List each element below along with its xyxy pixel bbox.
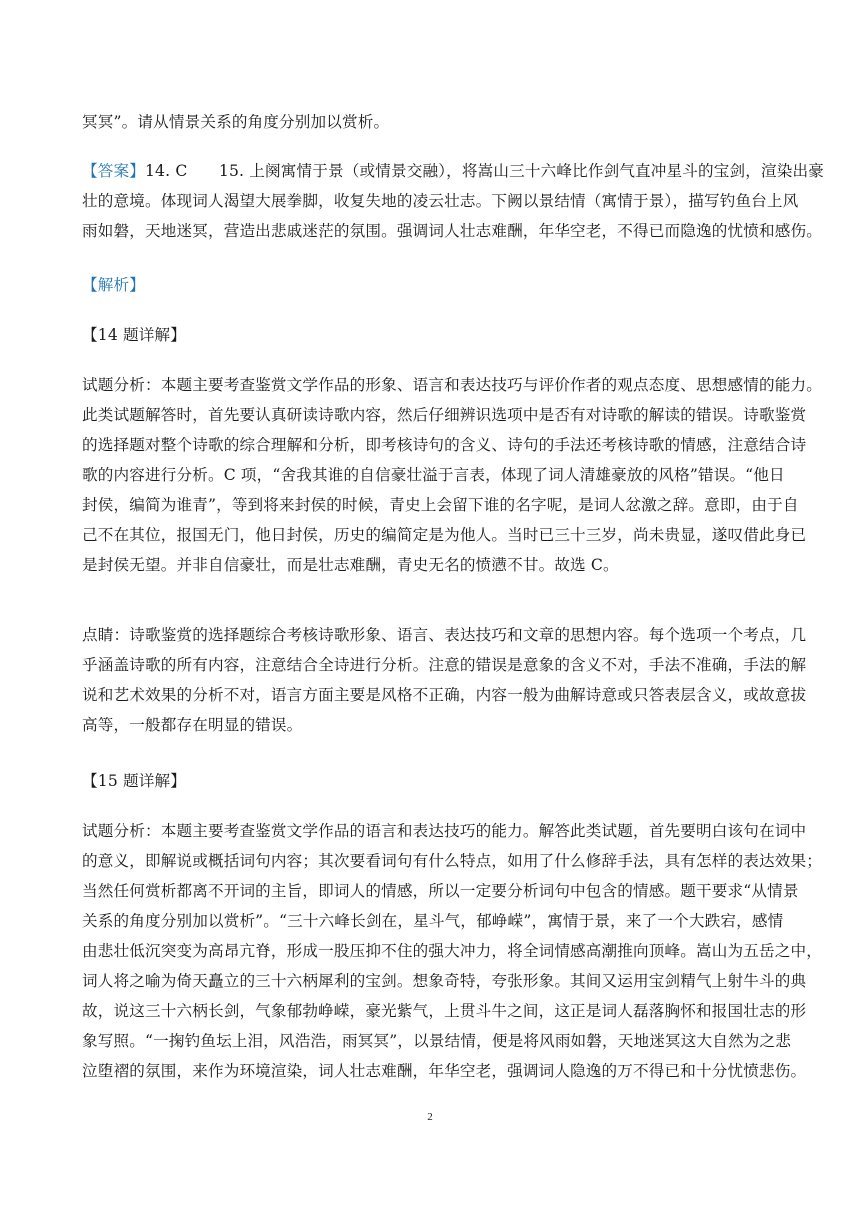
answer-line-1 — [82, 156, 824, 186]
q14-analysis-line: 封侯，编简为谁青”，等到将来封侯的时候，青史上会留下谁的名字呢，是词人忿激之辞。意即，由于自 — [82, 496, 799, 514]
q15-analysis-line: 词人将之喻为倚天矗立的三十六柄犀利的宝剑。想象奇特，夸张形象。其间又运用宝剑精气上射牛斗的典 — [82, 972, 807, 990]
q15-analysis-line: 由悲壮低沉突变为高昂亢脊，形成一股压抑不住的强大冲力，将全词情感高潮推向顶峰。嵩山为五岳之中， — [82, 942, 822, 960]
q15-analysis-line: 关系的角度分别加以赏析”。“三十六峰长剑在，星斗气，郁峥嵘”，寓情于景，来了一个大跌宕，感情 — [82, 912, 784, 930]
q14-tips-line: 高等，一般都存在明显的错误。 — [82, 716, 303, 734]
q14-analysis-line: 歌的内容进行分析。C 项，“舍我其谁的自信豪壮溢于言表，体现了词人清雄豪放的风格”错误。“他日 — [82, 466, 785, 484]
intro-line: 冥冥”。请从情景关系的角度分别加以赏析。 — [82, 113, 390, 131]
q15-heading: 【15 题详解】 — [82, 772, 186, 790]
q14-analysis-line: 此类试题解答时，首先要认真研读诗歌内容，然后仔细辨识选项中是否有对诗歌的解读的错误。诗歌鉴赏 — [82, 406, 807, 424]
q14-analysis-line: 己不在其位，报国无门，他日封侯，历史的编简定是为他人。当时已三十三岁，尚未贵显，遂叹借此身已 — [82, 526, 807, 544]
q15-analysis-line: 当然任何赏析都离不开词的主旨，即词人的情感，所以一定要分析词句中包含的情感。题干要求“从情景 — [82, 882, 799, 900]
page-number: 2 — [427, 1111, 433, 1123]
q14-tips — [82, 620, 807, 740]
q15-analysis — [82, 816, 822, 1086]
q14-analysis-line: 是封侯无望。并非自信豪壮，而是壮志难酬，青史无名的愤懑不甘。故选 C。 — [82, 556, 619, 574]
answer-section — [82, 156, 824, 246]
q14-heading: 【14 题详解】 — [82, 326, 186, 344]
q14-tips-line: 说和艺术效果的分析不对，语言方面主要是风格不正确，内容一般为曲解诗意或只答表层含义，或故意拔 — [82, 686, 807, 704]
q15-analysis-line: 象写照。“一掬钓鱼坛上泪，风浩浩，雨冥冥”，以景结情，便是将风雨如磐，天地迷冥这大自然为之悲 — [82, 1032, 791, 1050]
q15-analysis-line: 的意义，即解说或概括词句内容；其次要看词句有什么特点，如用了什么修辞手法，具有怎样的表达效果； — [82, 852, 822, 870]
answer-line-3: 雨如磐，天地迷冥，营造出悲戚迷茫的氛围。强调词人壮志难酬，年华空老，不得已而隐逸的忧愤和感伤。 — [82, 222, 822, 240]
q14-analysis — [82, 370, 822, 580]
answer-label: 【答案】 — [82, 162, 145, 180]
q15-analysis-line: 试题分析：本题主要考查鉴赏文学作品的语言和表达技巧的能力。解答此类试题，首先要明白该句在词中 — [82, 822, 807, 840]
q14-tips-line: 点睛：诗歌鉴赏的选择题综合考核诗歌形象、语言、表达技巧和文章的思想内容。每个选项一个考点，几 — [82, 626, 807, 644]
answer-line-1-text: 14. C 15. 上阕寓情于景（或情景交融），将嵩山三十六峰比作剑气直冲星斗的宝剑，渲染出豪 — [144, 162, 824, 180]
q14-analysis-line: 试题分析：本题主要考查鉴赏文学作品的形象、语言和表达技巧与评价作者的观点态度、思想感情的能力。 — [82, 376, 822, 394]
q15-analysis-line: 故，说这三十六柄长剑，气象郁勃峥嵘，豪光紫气，上贯斗牛之间，这正是词人磊落胸怀和报国壮志的形 — [82, 1002, 807, 1020]
q15-analysis-line: 泣堕褶的氛围，来作为环境渲染，词人壮志难酬，年华空老，强调词人隐逸的万不得已和十分忧愤悲伤。 — [82, 1062, 807, 1080]
answer-line-2: 壮的意境。体现词人渴望大展拳脚，收复失地的凌云壮志。下阙以景结情（寓情于景），描写钓鱼台上风 — [82, 192, 799, 210]
q14-analysis-line: 的选择题对整个诗歌的综合理解和分析，即考核诗句的含义、诗句的手法还考核诗歌的情感，注意结合诗 — [82, 436, 807, 454]
q14-tips-line: 乎涵盖诗歌的所有内容，注意结合全诗进行分析。注意的错误是意象的含义不对，手法不准确，手法的解 — [82, 656, 807, 674]
analysis-label: 【解析】 — [82, 276, 145, 294]
